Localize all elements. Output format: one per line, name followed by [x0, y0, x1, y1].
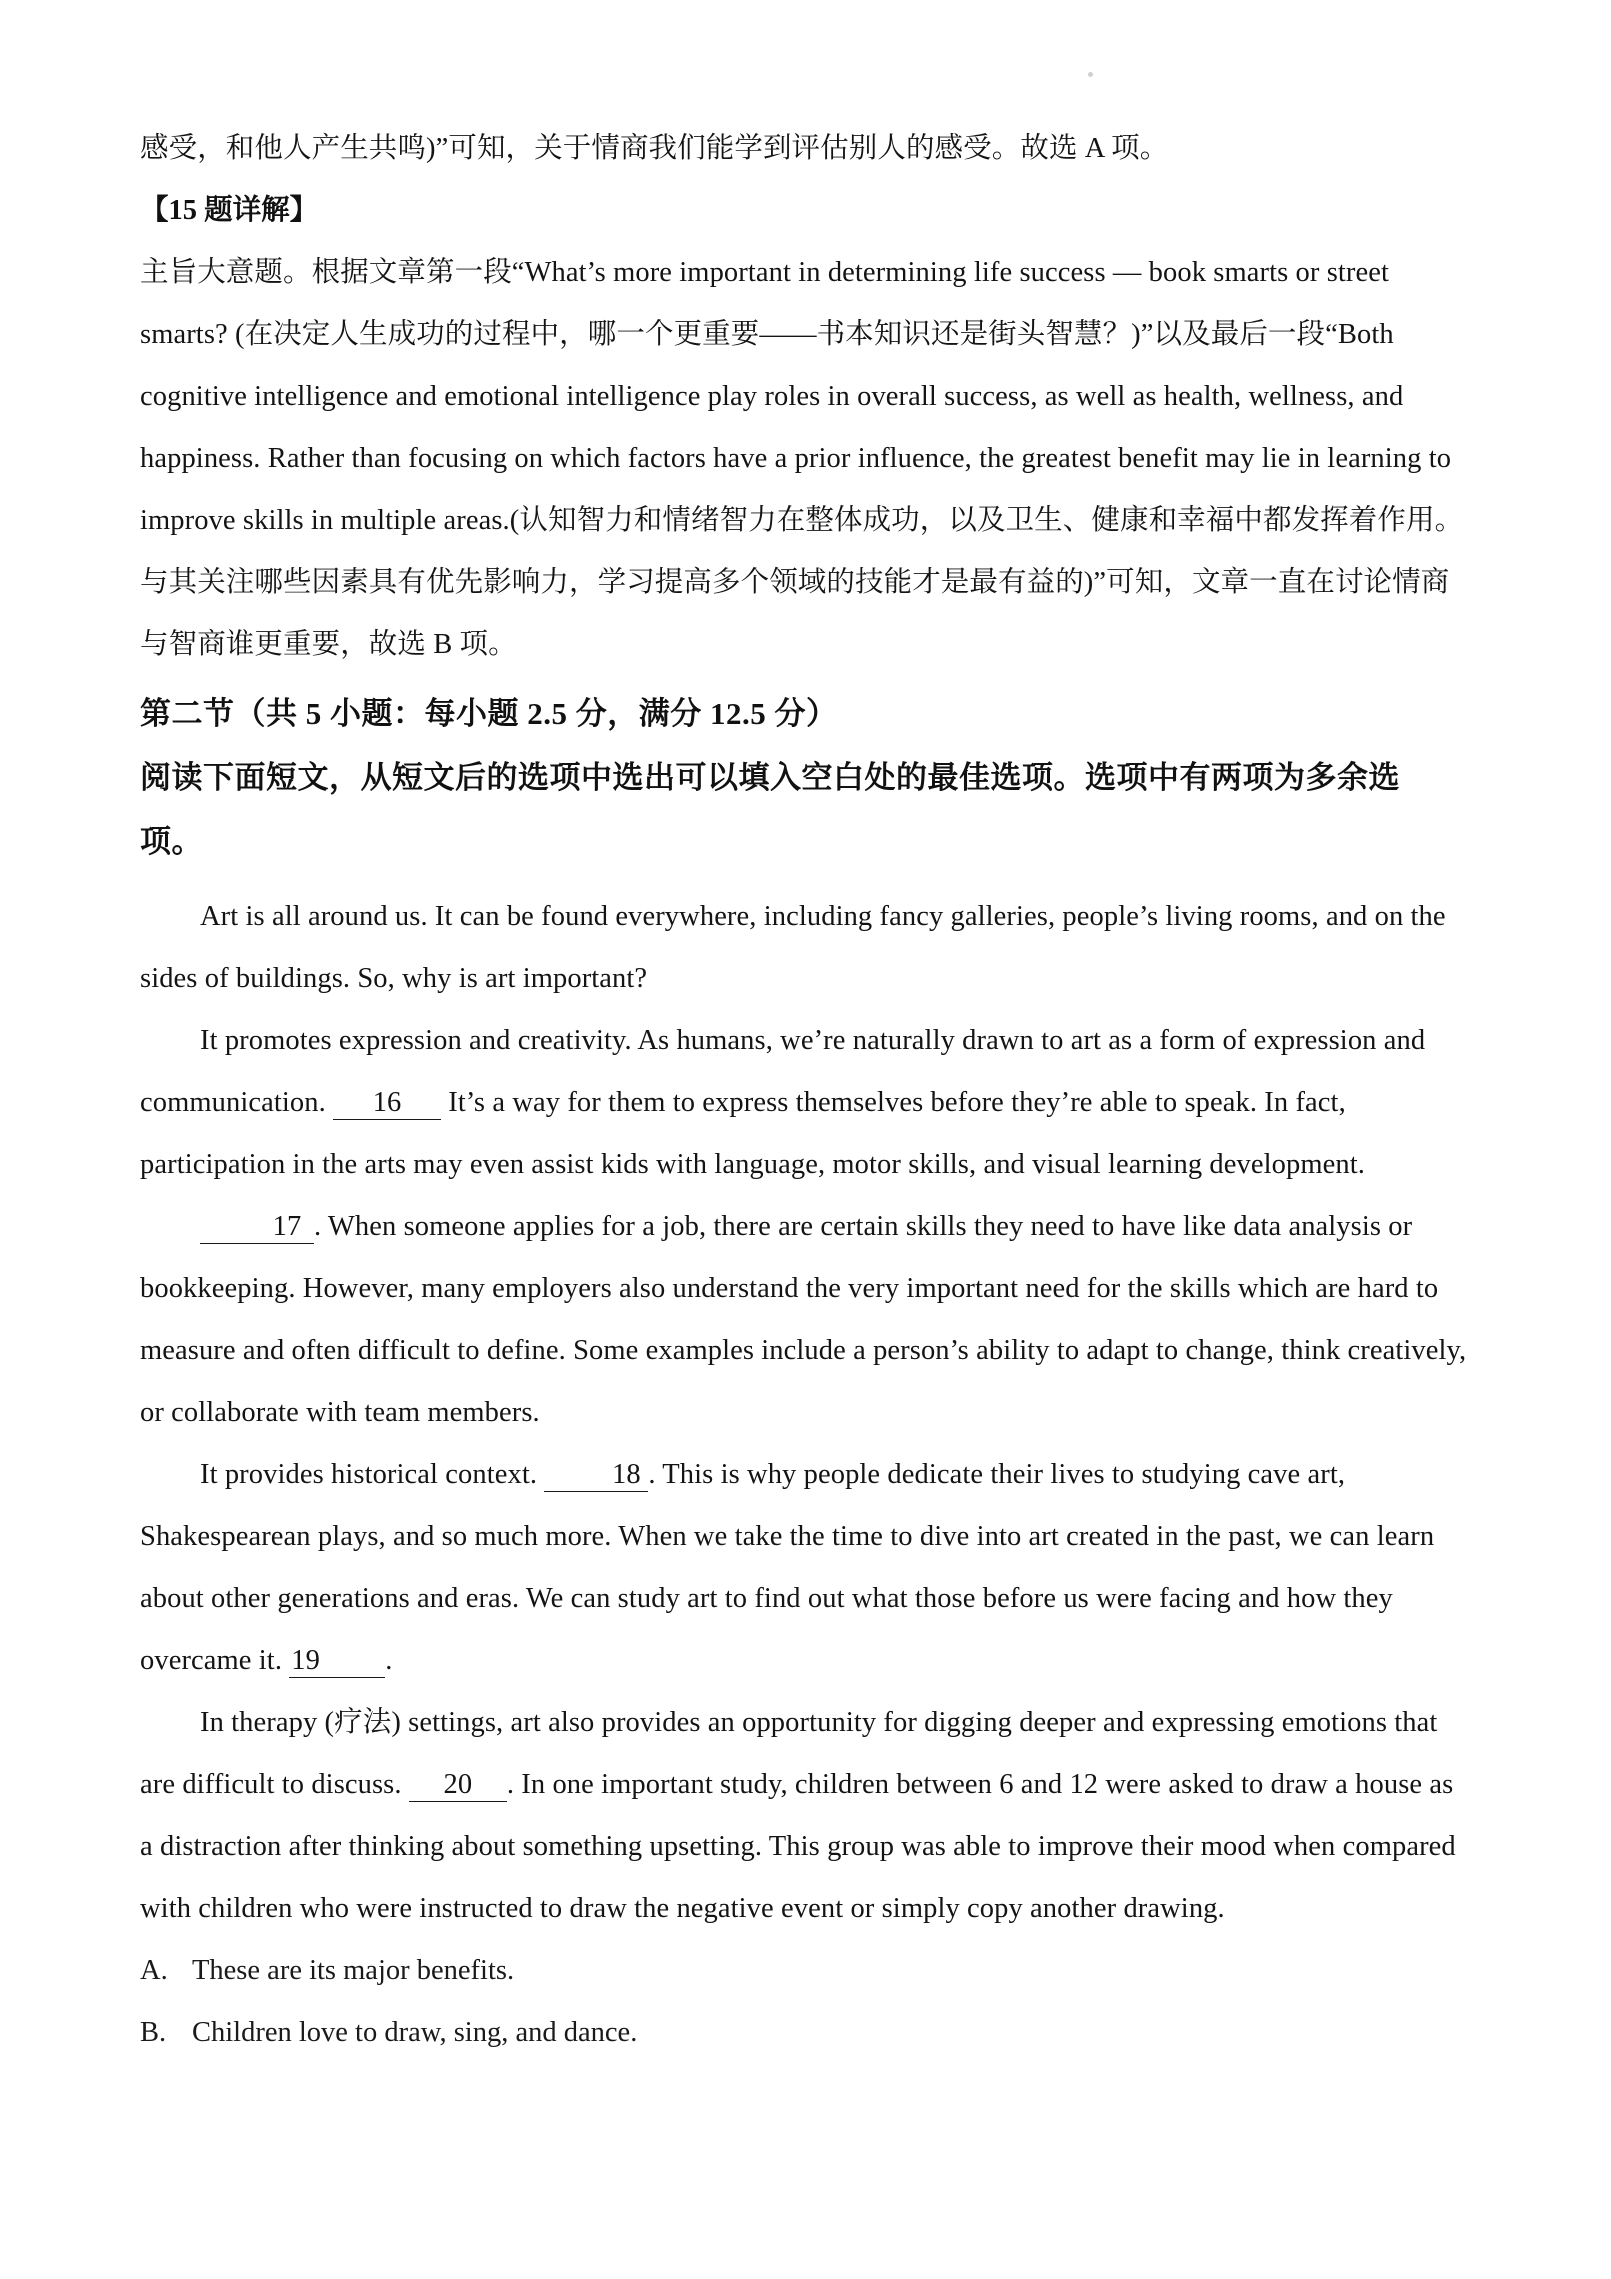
passage-paragraph-4-line-2: Shakespearean plays, and so much more. When we take the time to dive into art created in the past, we can learn	[140, 1521, 1435, 1552]
section-instruction-line-1: 阅读下面短文，从短文后的选项中选出可以填入空白处的最佳选项。选项中有两项为多余选	[140, 760, 1400, 795]
option-a-letter: A.	[140, 1955, 168, 1986]
question-15-explanation-line-7: 与智商谁更重要，故选 B 项。	[140, 629, 517, 660]
question-15-heading: 【15 题详解】	[140, 195, 319, 226]
paragraph-4-line4-suffix: .	[385, 1645, 393, 1676]
paragraph-4-suffix: . This is why people dedicate their lives to studying cave art,	[648, 1459, 1346, 1490]
question-15-explanation-line-5: improve skills in multiple areas.(认知智力和情绪智力在整体成功，以及卫生、健康和幸福中都发挥着作用。	[140, 505, 1464, 536]
question-15-explanation-line-1: 主旨大意题。根据文章第一段“What’s more important in determining life success — book smarts or street	[140, 257, 1390, 288]
paragraph-5-prefix: are difficult to discuss.	[140, 1769, 402, 1800]
blank-19[interactable]: 19	[289, 1647, 385, 1678]
passage-paragraph-4-line-4	[140, 1630, 1470, 1692]
passage-paragraph-2-line-1: It promotes expression and creativity. As humans, we’re naturally drawn to art as a form of expression and	[200, 1025, 1426, 1056]
section-instruction-line-2: 项。	[140, 824, 203, 859]
passage-paragraph-4-line-3: about other generations and eras. We can study art to find out what those before us were facing and how they	[140, 1583, 1393, 1614]
paragraph-2-prefix: communication.	[140, 1087, 326, 1118]
passage-paragraph-1-line-2: sides of buildings. So, why is art important?	[140, 963, 648, 994]
paragraph-4-prefix: It provides historical context.	[200, 1459, 538, 1490]
passage-paragraph-3-line-1	[140, 1196, 1470, 1258]
section-heading: 第二节（共 5 小题：每小题 2.5 分，满分 12.5 分）	[140, 696, 838, 731]
option-a-text: These are its major benefits.	[192, 1955, 515, 1986]
option-a[interactable]	[140, 1940, 1470, 2002]
blank-18[interactable]: 18	[544, 1461, 648, 1492]
blank-16[interactable]: 16	[333, 1089, 441, 1120]
scan-artifact-dot	[1088, 72, 1093, 77]
blank-20[interactable]: 20	[409, 1771, 507, 1802]
paragraph-5-suffix: . In one important study, children between 6 and 12 were asked to draw a house as	[506, 1769, 1454, 1800]
passage-paragraph-5-line-2	[140, 1754, 1470, 1816]
option-b-letter: B.	[140, 2017, 167, 2048]
paragraph-4-line4-prefix: overcame it.	[140, 1645, 283, 1676]
paragraph-2-suffix: It’s a way for them to express themselves before they’re able to speak. In fact,	[448, 1087, 1346, 1118]
blank-17[interactable]: 17	[200, 1213, 314, 1244]
question-15-explanation-line-4: happiness. Rather than focusing on which factors have a prior influence, the greatest benefit may lie in learning to	[140, 443, 1452, 474]
option-b[interactable]	[140, 2002, 1470, 2064]
passage-paragraph-4-line-1	[140, 1444, 1470, 1506]
passage-paragraph-3-line-3: measure and often difficult to define. Some examples include a person’s ability to adapt to change, think creatively,	[140, 1335, 1467, 1366]
question-14-explanation-tail: 感受，和他人产生共鸣)”可知，关于情商我们能学到评估别人的感受。故选 A 项。	[140, 133, 1169, 164]
question-15-explanation-line-6: 与其关注哪些因素具有优先影响力，学习提高多个领域的技能才是最有益的)”可知，文章一直在讨论情商	[140, 567, 1450, 598]
passage-paragraph-5-line-1: In therapy (疗法) settings, art also provides an opportunity for digging deeper and expressing emotions that	[200, 1707, 1438, 1738]
question-15-explanation-line-2: smarts? (在决定人生成功的过程中，哪一个更重要——书本知识还是街头智慧？)”以及最后一段“Both	[140, 319, 1394, 350]
passage-paragraph-5-line-4: with children who were instructed to draw the negative event or simply copy another drawing.	[140, 1893, 1225, 1924]
question-15-explanation-line-3: cognitive intelligence and emotional intelligence play roles in overall success, as well as health, wellness, and	[140, 381, 1404, 412]
option-b-text: Children love to draw, sing, and dance.	[192, 2017, 638, 2048]
passage-paragraph-2-line-2	[140, 1072, 1470, 1134]
passage-paragraph-5-line-3: a distraction after thinking about something upsetting. This group was able to improve their mood when compared	[140, 1831, 1456, 1862]
passage-paragraph-1-line-1: Art is all around us. It can be found everywhere, including fancy galleries, people’s living rooms, and on the	[200, 901, 1446, 932]
passage-paragraph-3-line-4: or collaborate with team members.	[140, 1397, 540, 1428]
page-content	[140, 118, 1470, 2064]
spacer	[140, 874, 1470, 886]
passage-paragraph-3-line-2: bookkeeping. However, many employers also understand the very important need for the skills which are hard to	[140, 1273, 1439, 1304]
passage-paragraph-2-line-3: participation in the arts may even assist kids with language, motor skills, and visual learning development.	[140, 1149, 1365, 1180]
paragraph-3-suffix: . When someone applies for a job, there are certain skills they need to have like data analysis or	[314, 1211, 1413, 1242]
